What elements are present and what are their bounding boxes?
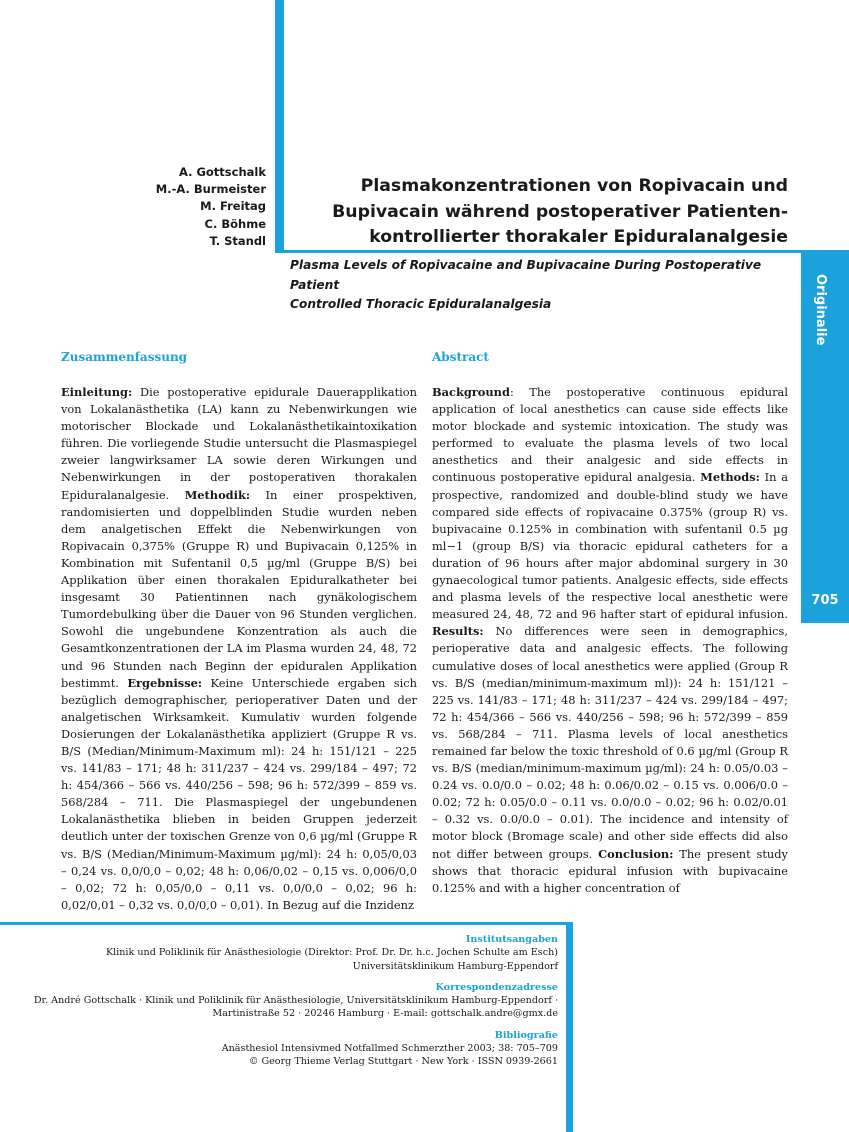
title-german xyxy=(318,174,788,251)
results-label: Results: xyxy=(432,624,484,639)
author: M.-A. Burmeister xyxy=(155,182,266,197)
bibliografie-line: © Georg Thieme Verlag Stuttgart · New York · ISSN 0939-2661 xyxy=(248,1056,558,1068)
results-text: No differences were seen in demographics, perioperative data and analgesic effects. The following cumulative doses of local anesthetics were applied (Group R vs. B/S (median/minimum-maximum ml)): 24 h: 151/121 – 225 vs. 141/83 – 171; 48 h: 311/237 – 424 vs. 299/184 – 497; 72 h: 454/366 – 566 vs. 440/256 – 598; 96 h: 572/399 – 859 vs. 568/284 – 711. Plasma levels of local anesthetics remained far below the toxic threshold of 0.6 µg/ml (Group R vs. B/S (median/minimum-maximum µg/ml): 24 h: 0.05/0.03 – 0.24 vs. 0.0/0.0 – 0.02; 48 h: 0.06/0.02 – 0.15 vs. 0.006/0.0 – 0.02; 72 h: 0.05/0.0 – 0.11 vs. 0.0/0.0 – 0.02; 96 h: 0.02/0.01 – 0.32 vs. 0.0/0.0 – 0.01). The incidence and intensity of motor block (Bromage scale) and other side effects did also not differ between groups. xyxy=(432,624,788,861)
author: A. Gottschalk xyxy=(178,165,266,179)
methods-text: In a prospective, randomized and double-blind study we have compared side effects of ropivacaine 0.375% (group R) vs. bupivacaine 0.125% in combination with sufentanil 0.5 µg ml−1 (group B/S) via thoracic epidural catheters for a duration of 96 hours after major abdominal surgery in 30 gynaecological tumor patients. Analgesic effects, side effects and plasma levels of the respective local anesthetic were measured 24, 48, 72 and 96 hafter start of epidural infusion. xyxy=(432,470,788,622)
page-number: 705 xyxy=(811,593,839,608)
zusammenfassung-text xyxy=(61,384,417,914)
footer-accent-bar xyxy=(566,922,573,1132)
bibliografie-heading: Bibliografie xyxy=(494,1029,558,1041)
methodik-text: In einer prospektiven, randomisierten und doppelblinden Studie wurden neben dem analgetischen Effekt die Nebenwirkungen von Ropivacain 0,375% (Gruppe R) und Bupivacain 0,125% in Kombination mit Sufentanil 0,5 µg/ml (Gruppe B/S) bei Applikation über einen thorakalen Epiduralkatheter bei insgesamt 30 Patientinnen nach gynäkologischem Tumordebulking über die Dauer von 96 Stunden verglichen. Sowohl die ungebundene Konzentration als auch die Gesamtkonzentrationen der LA im Plasma wurden 24, 48, 72 und 96 Stunden nach Beginn der epiduralen Applikation bestimmt. xyxy=(61,487,417,690)
institut-line: Klinik und Poliklinik für Anästhesiologie (Direktor: Prof. Dr. Dr. h.c. Jochen Schulte am Esch) xyxy=(105,947,558,959)
korrespondenz-line: Martinistraße 52 · 20246 Hamburg · E-mail: gottschalk.andre@gmx.de xyxy=(212,1008,558,1020)
title-line: kontrollierter thorakaler Epiduralanalgesie xyxy=(369,227,788,247)
ergebnisse-text: Keine Unterschiede ergaben sich bezüglich demographischer, perioperativer Daten und der analgetischen Wirksamkeit. Kumulativ wurden folgende Dosierungen der Lokalanästhetika appliziert (Gruppe R vs. B/S (Median/Minimum-Maximum ml): 24 h: 151/121 – 225 vs. 141/83 – 171; 48 h: 311/237 – 424 vs. 299/184 – 497; 72 h: 454/366 – 566 vs. 440/256 – 598; 96 h: 572/399 – 859 vs. 568/284 – 711. Die Plasmaspiegel der ungebundenen Lokalanästhetika blieben in beiden Gruppen jederzeit deutlich unter der toxischen Grenze von 0,6 µg/ml (Gruppe R vs. B/S (Median/Minimum-Maximum µg/ml): 24 h: 0,05/0,03 – 0,24 vs. 0,0/0,0 – 0,02; 48 h: 0,06/0,02 – 0,15 vs. 0,006/0,0 – 0,02; 72 h: 0,05/0,0 – 0,11 vs. 0,0/0,0 – 0,02; 96 h: 0,02/0,01 – 0,32 vs. 0,0/0,0 – 0,01). In Bezug auf die Inzidenz xyxy=(61,675,417,912)
title-line: Controlled Thoracic Epiduralanalgesia xyxy=(290,297,552,311)
title-line: Plasma Levels of Ropivacaine and Bupivacaine During Postoperative Patient xyxy=(290,258,762,292)
korrespondenz-line: Dr. André Gottschalk · Klinik und Poliklinik für Anästhesiologie, Universitätsklinikum Hamburg-Eppendorf · xyxy=(33,995,558,1007)
korrespondenz-heading: Korrespondenzadresse xyxy=(435,981,558,993)
title-line: Bupivacain während postoperativer Patienten- xyxy=(332,201,788,222)
zusammenfassung-heading: Zusammenfassung xyxy=(61,350,188,364)
article-info xyxy=(0,933,558,1069)
einleitung-text: Die postoperative epidurale Dauerapplikation von Lokalanästhetika (LA) kann zu Nebenwirkungen wie motorischer Blockade und Lokalanästhetikaintoxikation führen. Die vorliegende Studie untersucht die Plasmaspiegel zweier langwirksamer LA sowie deren Wirkungen und Nebenwirkungen in der postoperativen thorakalen Epiduralanalgesie. xyxy=(61,385,417,502)
einleitung-label: Einleitung: xyxy=(61,385,133,399)
side-tab xyxy=(801,250,849,623)
footer-rule xyxy=(0,922,573,925)
bibliografie-line: Anästhesiol Intensivmed Notfallmed Schmerzther 2003; 38: 705–709 xyxy=(221,1043,558,1055)
title-english xyxy=(290,256,790,315)
methodik-label: Methodik: xyxy=(184,487,251,502)
conclusion-label: Conclusion: xyxy=(598,846,674,861)
header-accent-bar xyxy=(275,0,284,250)
title-line: Plasmakonzentrationen von Ropivacain und xyxy=(360,176,788,196)
author-list xyxy=(156,164,266,250)
author: C. Böhme xyxy=(204,216,266,231)
ergebnisse-label: Ergebnisse: xyxy=(127,675,203,690)
abstract-heading: Abstract xyxy=(432,350,489,364)
abstract-text xyxy=(432,384,788,897)
section-label: Originalie xyxy=(813,274,828,346)
zusammenfassung-paragraph xyxy=(61,384,417,914)
methods-label: Methods: xyxy=(700,470,760,485)
conclusion-text: The present study shows that thoracic epidural infusion with bupivacaine 0.125% and with a higher concentration of xyxy=(432,846,788,895)
background-text: : The postoperative continuous epidural application of local anesthetics can cause side effects like motor blockade and systemic intoxication. The study was performed to evaluate the plasma levels of two local anesthetics and their analgesic and side effects in continuous postoperative epidural analgesia. xyxy=(432,385,788,485)
abstract-paragraph xyxy=(432,384,788,897)
institut-line: Universitätsklinikum Hamburg-Eppendorf xyxy=(352,960,558,972)
author: T. Standl xyxy=(209,233,266,248)
author: M. Freitag xyxy=(200,199,266,214)
background-label: Background xyxy=(432,385,510,399)
institut-heading: Institutsangaben xyxy=(465,934,558,945)
